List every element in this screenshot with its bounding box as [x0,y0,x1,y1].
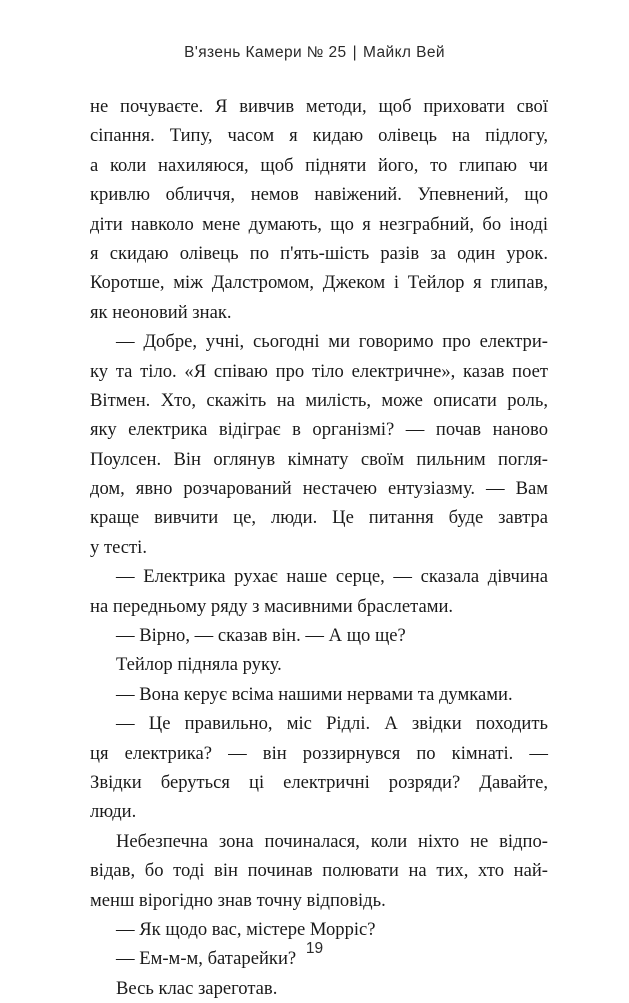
text-line: — Ем-м-м, батарейки? [116,948,297,970]
text-line: краще вивчити це, люди. Це питання буде завтра [90,507,548,529]
text-line: менш вірогідно знав точну відповідь. [90,889,386,911]
page-number: 19 [305,940,324,957]
author-name: Майкл Вей [363,44,445,61]
text-line: діти навколо мене думають, що я незграбний, бо іноді [90,213,548,235]
text-line: — Електрика рухає наше серце, — сказала дівчина [116,566,548,588]
text-line: — Добре, учні, сьогодні ми говоримо про електри- [116,331,548,353]
text-line: Коротше, між Далстромом, Джеком і Тейлор я глипав, [90,272,548,294]
text-line: ку та тіло. «Я співаю про тіло електричне», казав поет [90,360,548,382]
text-line: я скидаю олівець по п'ять-шість разів за один урок. [90,242,548,264]
text-line: Небезпечна зона починалася, коли ніхто не відпо- [116,830,548,852]
paragraph [90,974,548,1003]
text-line: яку електрика відіграє в організмі? — почав наново [90,419,548,441]
paragraph [90,827,548,915]
paragraph [90,650,548,679]
paragraph [90,621,548,650]
header-separator: | [352,44,358,61]
text-line: — Як щодо вас, містере Морріс? [116,918,376,940]
text-line: Весь клас зареготав. [116,977,278,999]
text-line: кривлю обличчя, немов навіжений. Упевнений, що [90,184,548,206]
text-line: Вітмен. Хто, скажіть на милість, може описати роль, [90,389,548,411]
text-line: Поулсен. Він оглянув кімнату своїм пильним погля- [90,448,548,470]
text-line: Звідки беруться ці електричні розряди? Давайте, [90,771,548,793]
text-line: у тесті. [90,536,147,558]
text-line: на передньому ряду з масивними браслетами. [90,595,454,617]
paragraph [90,680,548,709]
running-header [0,44,629,62]
text-line: відав, бо тоді він починав полювати на тих, хто най- [90,860,548,882]
text-line: ця електрика? — він роззирнувся по кімнаті. — [90,742,548,764]
text-line: — Вона керує всіма нашими нервами та думками. [116,683,513,705]
text-line: як неоновий знак. [90,301,232,323]
paragraph [90,92,548,327]
paragraph [90,562,548,621]
text-line: сіпання. Типу, часом я кидаю олівець на підлогу, [90,125,548,147]
paragraph [90,709,548,827]
book-title: В'язень Камери № 25 [184,44,347,61]
text-line: — Це правильно, міс Рідлі. А звідки походить [116,713,548,735]
text-line: а коли нахиляюся, щоб підняти його, то глипаю чи [90,154,548,176]
text-line: — Вірно, — сказав він. — А що ще? [116,625,406,647]
text-line: люди. [90,801,137,823]
text-line: дом, явно розчарований нестачею ентузіазму. — Вам [90,478,548,500]
text-line: не почуваєте. Я вивчив методи, щоб приховати свої [90,96,548,117]
paragraph [90,327,548,562]
text-line: Тейлор підняла руку. [116,654,282,676]
body-text [90,92,548,1003]
